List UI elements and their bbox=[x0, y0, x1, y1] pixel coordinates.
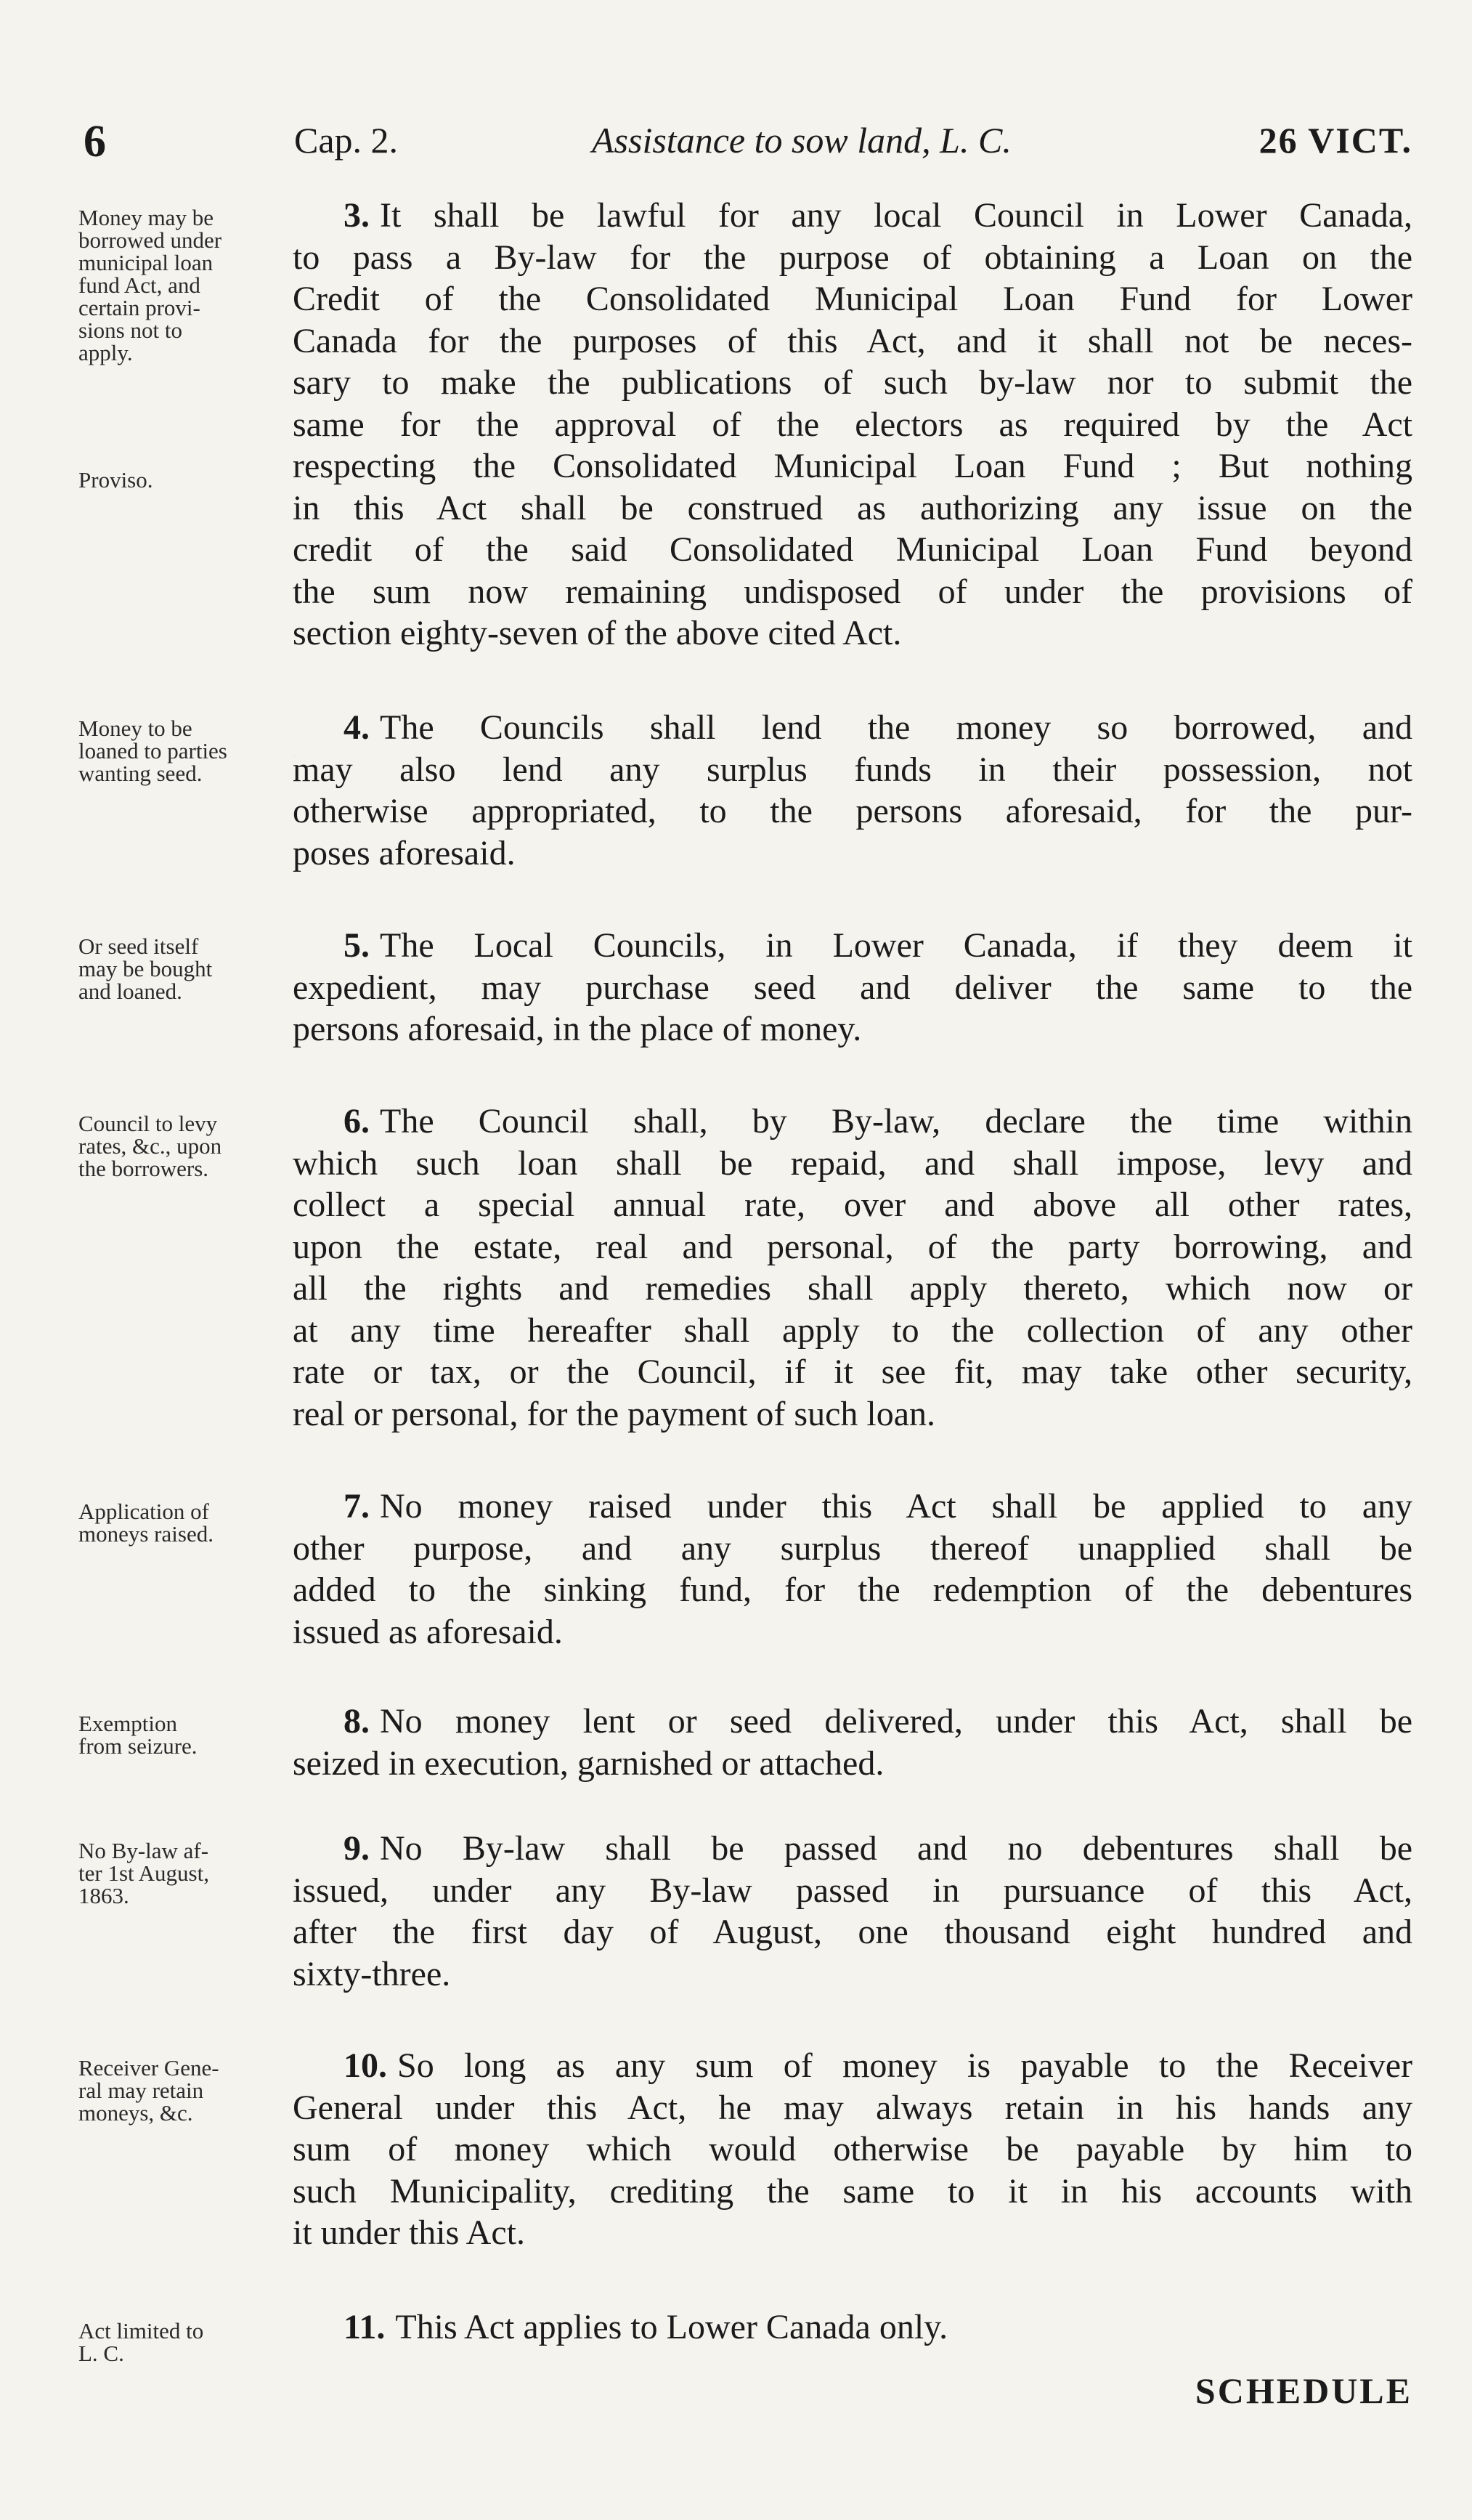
margin-note-line: L. C. bbox=[78, 2341, 124, 2366]
text-line: Credit of the Consolidated Municipal Loan Fund for Lower bbox=[293, 280, 1412, 318]
text-line: 4. The Councils shall lend the money so borrowed, and bbox=[343, 708, 1412, 747]
text-line: 7. No money raised under this Act shall be applied to any bbox=[343, 1487, 1412, 1526]
margin-note-line: Exemption bbox=[78, 1711, 178, 1736]
margin-note-line: Money may be bbox=[78, 205, 214, 230]
text-line: sum of money which would otherwise be payable by him to bbox=[293, 2130, 1412, 2168]
text-line: poses aforesaid. bbox=[293, 833, 516, 872]
text-line: seized in execution, garnished or attached. bbox=[293, 1743, 885, 1783]
text-line: Canada for the purposes of this Act, and it shall not be neces- bbox=[293, 321, 1412, 360]
margin-note-line: Act limited to bbox=[78, 2318, 204, 2343]
text-line: 9. No By-law shall be passed and no debentures shall be bbox=[343, 1829, 1412, 1868]
section-text bbox=[293, 925, 1412, 1050]
text-line: issued, under any By-law passed in pursuance of this Act, bbox=[293, 1871, 1412, 1910]
text-line: collect a special annual rate, over and above all other rates, bbox=[293, 1186, 1412, 1224]
text-line: upon the estate, real and personal, of the party borrowing, and bbox=[293, 1227, 1412, 1266]
text-line: expedient, may purchase seed and deliver the same to the bbox=[293, 968, 1412, 1007]
margin-note-line: Receiver Gene- bbox=[78, 2055, 219, 2081]
text-line: the sum now remaining undisposed of under the provisions of bbox=[293, 572, 1412, 611]
margin-note bbox=[78, 717, 293, 785]
text-line: 5. The Local Councils, in Lower Canada, if they deem it bbox=[343, 926, 1412, 965]
text-line: all the rights and remedies shall apply thereto, which now or bbox=[293, 1269, 1412, 1308]
section-number: 9. bbox=[343, 1829, 370, 1868]
margin-note-line: loaned to parties bbox=[78, 738, 227, 763]
margin-note-line: No By-law af- bbox=[78, 1838, 209, 1863]
section-text bbox=[293, 1701, 1412, 1784]
text-line: after the first day of August, one thousand eight hundred and bbox=[293, 1913, 1412, 1951]
margin-note-line: fund Act, and bbox=[78, 272, 200, 298]
text-line: to pass a By-law for the purpose of obtaining a Loan on the bbox=[293, 238, 1412, 277]
margin-note-line: rates, &c., upon bbox=[78, 1133, 222, 1159]
section-text bbox=[293, 1101, 1412, 1435]
text-line: may also lend any surplus funds in their possession, not bbox=[293, 750, 1412, 789]
margin-note-line: borrowed under bbox=[78, 227, 222, 253]
margin-note-line: Money to be bbox=[78, 716, 192, 741]
margin-note-line: moneys, &c. bbox=[78, 2100, 193, 2126]
margin-note-line: Proviso. bbox=[78, 467, 153, 493]
margin-note-line: ter 1st August, bbox=[78, 1860, 209, 1886]
section-number: 5. bbox=[343, 926, 370, 965]
margin-note-line: and loaned. bbox=[78, 979, 182, 1004]
text-line: 6. The Council shall, by By-law, declare the time within bbox=[343, 1102, 1412, 1141]
margin-note bbox=[78, 2057, 293, 2124]
section-text bbox=[293, 195, 1412, 655]
text-line: sixty-three. bbox=[293, 1954, 451, 1993]
margin-note-line: ral may retain bbox=[78, 2078, 204, 2103]
text-line: General under this Act, he may always retain in his hands any bbox=[293, 2088, 1412, 2127]
margin-note bbox=[78, 206, 293, 364]
section-number: 10. bbox=[343, 2046, 387, 2085]
margin-note-line: 1863. bbox=[78, 1883, 129, 1908]
section-text bbox=[293, 2306, 1412, 2349]
margin-note-line: Or seed itself bbox=[78, 933, 199, 959]
text-line: such Municipality, crediting the same to it in his accounts with bbox=[293, 2171, 1412, 2211]
section-text bbox=[293, 1828, 1412, 1995]
margin-note-line: may be bought bbox=[78, 956, 213, 981]
margin-note bbox=[78, 1839, 293, 1907]
text-line: other purpose, and any surplus thereof unapplied shall be bbox=[293, 1528, 1412, 1568]
text-line: 3. It shall be lawful for any local Council in Lower Canada, bbox=[343, 196, 1412, 235]
section-text bbox=[293, 2045, 1412, 2254]
text-line: 10. So long as any sum of money is payable to the Receiver bbox=[343, 2046, 1412, 2085]
text-line: sary to make the publications of such by-law nor to submit the bbox=[293, 363, 1412, 402]
text-line: same for the approval of the electors as required by the Act bbox=[293, 405, 1412, 444]
section-number: 3. bbox=[343, 196, 370, 235]
text-line: at any time hereafter shall apply to the collection of any other bbox=[293, 1310, 1412, 1350]
margin-note-line: Council to levy bbox=[78, 1111, 218, 1136]
text-line: 8. No money lent or seed delivered, under this Act, shall be bbox=[343, 1702, 1412, 1741]
page-header bbox=[84, 116, 1412, 174]
text-line: persons aforesaid, in the place of money. bbox=[293, 1010, 862, 1048]
section-number: 8. bbox=[343, 1702, 370, 1741]
margin-note-line: certain provi- bbox=[78, 295, 200, 320]
section-text bbox=[293, 1486, 1412, 1653]
text-line: respecting the Consolidated Municipal Loan Fund ; But nothing bbox=[293, 447, 1412, 485]
regnal-year: 26 VICT. bbox=[1258, 120, 1412, 161]
margin-note bbox=[78, 469, 293, 491]
text-line: credit of the said Consolidated Municipal Loan Fund beyond bbox=[293, 530, 1412, 569]
margin-note bbox=[78, 2320, 293, 2365]
text-line: issued as aforesaid. bbox=[293, 1612, 563, 1651]
page-number: 6 bbox=[84, 117, 106, 166]
margin-note bbox=[78, 1712, 293, 1757]
margin-note-line: Application of bbox=[78, 1499, 209, 1524]
margin-note bbox=[78, 1500, 293, 1545]
chapter-label: Cap. 2. bbox=[294, 120, 399, 161]
text-line: it under this Act. bbox=[293, 2213, 525, 2252]
margin-note-line: moneys raised. bbox=[78, 1521, 214, 1547]
margin-note-line: the borrowers. bbox=[78, 1156, 209, 1181]
text-line: in this Act shall be construed as authorizing any issue on the bbox=[293, 488, 1412, 527]
margin-note-line: municipal loan bbox=[78, 250, 214, 275]
text-line: which such loan shall be repaid, and shall impose, levy and bbox=[293, 1143, 1412, 1183]
section-number: 7. bbox=[343, 1487, 370, 1526]
section-text bbox=[293, 707, 1412, 874]
text-line: 11. This Act applies to Lower Canada only. bbox=[343, 2308, 948, 2346]
section-number: 4. bbox=[343, 708, 370, 747]
margin-note bbox=[78, 935, 293, 1002]
section-number: 6. bbox=[343, 1102, 370, 1141]
text-line: otherwise appropriated, to the persons aforesaid, for the pur- bbox=[293, 792, 1412, 830]
running-title: Assistance to sow land, L. C. bbox=[592, 120, 1012, 161]
section-number: 11. bbox=[343, 2308, 386, 2346]
text-line: section eighty-seven of the above cited Act. bbox=[293, 614, 902, 652]
margin-note bbox=[78, 1112, 293, 1180]
text-line: real or personal, for the payment of such loan. bbox=[293, 1394, 936, 1433]
catchword: SCHEDULE bbox=[1195, 2370, 1412, 2411]
text-line: added to the sinking fund, for the redemption of the debentures bbox=[293, 1571, 1412, 1609]
margin-note-line: sions not to bbox=[78, 317, 182, 343]
text-line: rate or tax, or the Council, if it see fit, may take other security, bbox=[293, 1353, 1412, 1391]
margin-note-line: from seizure. bbox=[78, 1733, 198, 1759]
margin-note-line: apply. bbox=[78, 340, 133, 365]
margin-note-line: wanting seed. bbox=[78, 761, 203, 786]
